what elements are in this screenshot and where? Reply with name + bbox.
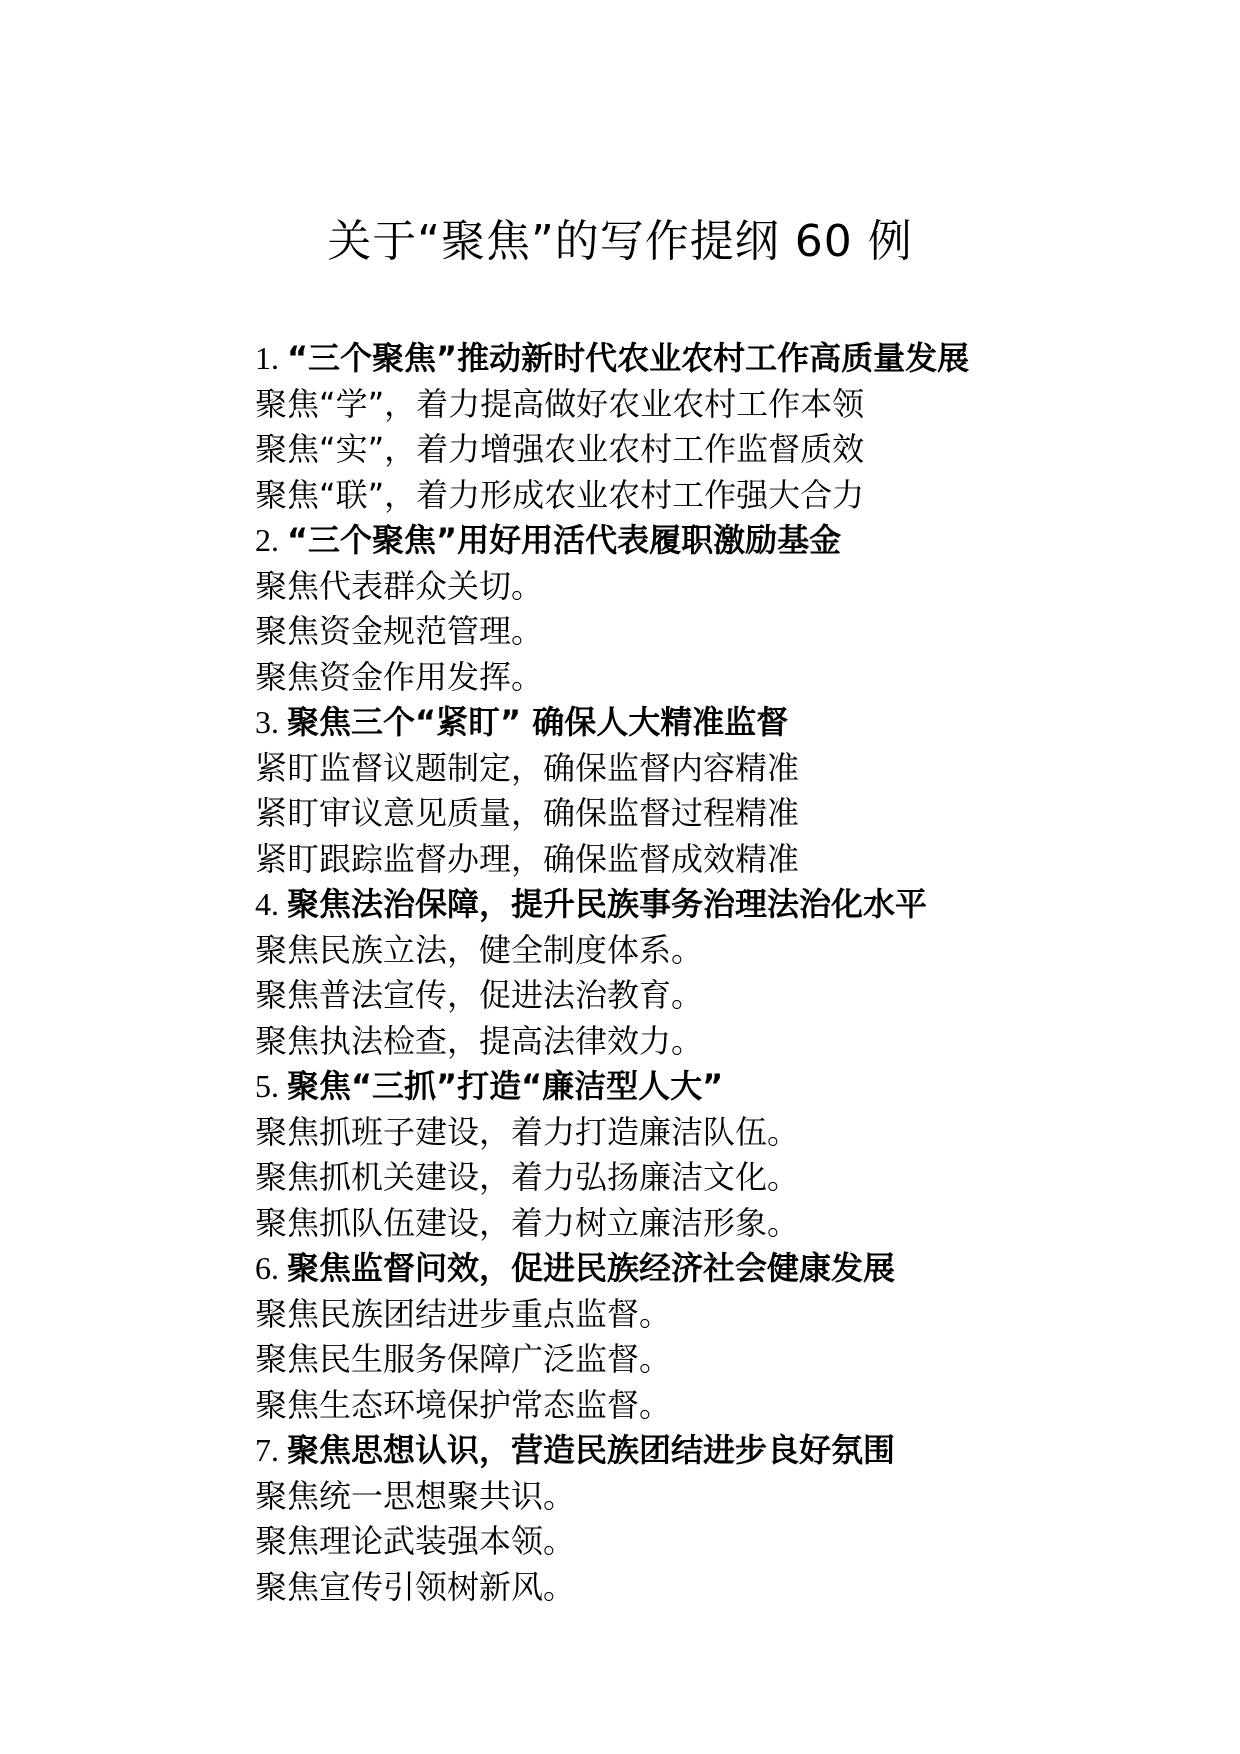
outline-item: 聚焦民族团结进步重点监督。	[255, 1294, 672, 1333]
section-heading-text: “三个聚焦”用好用活代表履职激励基金	[287, 521, 842, 559]
outline-item: 聚焦抓队伍建设，着力树立廉洁形象。	[255, 1203, 800, 1242]
section-heading-text: 聚焦思想认识，营造民族团结进步良好氛围	[287, 1431, 896, 1469]
outline-item: 聚焦民族立法，健全制度体系。	[255, 930, 704, 969]
outline-item: 聚焦宣传引领树新风。	[255, 1567, 576, 1606]
outline-item: 紧盯监督议题制定，确保监督内容精准	[255, 748, 800, 787]
section-number: 6.	[255, 1250, 287, 1286]
outline-item: 聚焦生态环境保护常态监督。	[255, 1385, 672, 1424]
section-number: 7.	[255, 1432, 287, 1468]
outline-item: 紧盯跟踪监督办理，确保监督成效精准	[255, 839, 800, 878]
outline-item: 聚焦“实”，着力增强农业农村工作监督质效	[255, 430, 865, 468]
section-number: 2.	[255, 522, 287, 558]
section-heading-text: 聚焦法治保障，提升民族事务治理法治化水平	[287, 885, 928, 923]
section-heading	[255, 882, 1155, 928]
section-heading	[255, 518, 1155, 564]
section-heading-text: 聚焦三个“紧盯” 确保人大精准监督	[287, 703, 789, 741]
section-heading	[255, 700, 1155, 746]
document-title: 关于“聚焦”的写作提纲 60 例	[327, 216, 913, 267]
section-heading	[255, 1246, 1155, 1292]
outline-item: 聚焦“联”，着力形成农业农村工作强大合力	[255, 475, 865, 514]
outline-item: 聚焦民生服务保障广泛监督。	[255, 1340, 672, 1378]
outline-item: 聚焦抓机关建设，着力弘扬廉洁文化。	[255, 1158, 800, 1196]
section-number: 3.	[255, 704, 287, 740]
outline-item: 聚焦抓班子建设，着力打造廉洁队伍。	[255, 1112, 800, 1151]
section-number: 1.	[255, 340, 287, 376]
section-number: 4.	[255, 886, 287, 922]
outline-item: 紧盯审议意见质量，确保监督过程精准	[255, 794, 800, 832]
section-heading	[255, 1428, 1155, 1474]
outline-item: 聚焦资金规范管理。	[255, 612, 544, 650]
section-number: 5.	[255, 1068, 287, 1104]
section-heading	[255, 336, 1155, 382]
section-heading-text: 聚焦“三抓”打造“廉洁型人大”	[287, 1067, 724, 1105]
section-heading	[255, 1064, 1155, 1110]
outline-item: 聚焦“学”，着力提高做好农业农村工作本领	[255, 384, 865, 423]
section-heading-text: “三个聚焦”推动新时代农业农村工作高质量发展	[287, 339, 970, 377]
outline-item: 聚焦普法宣传，促进法治教育。	[255, 976, 704, 1014]
outline-item: 聚焦代表群众关切。	[255, 566, 544, 605]
outline-item: 聚焦理论武装强本领。	[255, 1522, 576, 1560]
outline-item: 聚焦资金作用发挥。	[255, 657, 544, 696]
section-heading-text: 聚焦监督问效，促进民族经济社会健康发展	[287, 1249, 896, 1287]
outline-list	[255, 336, 1155, 1610]
outline-item: 聚焦统一思想聚共识。	[255, 1476, 576, 1515]
outline-item: 聚焦执法检查，提高法律效力。	[255, 1021, 704, 1060]
